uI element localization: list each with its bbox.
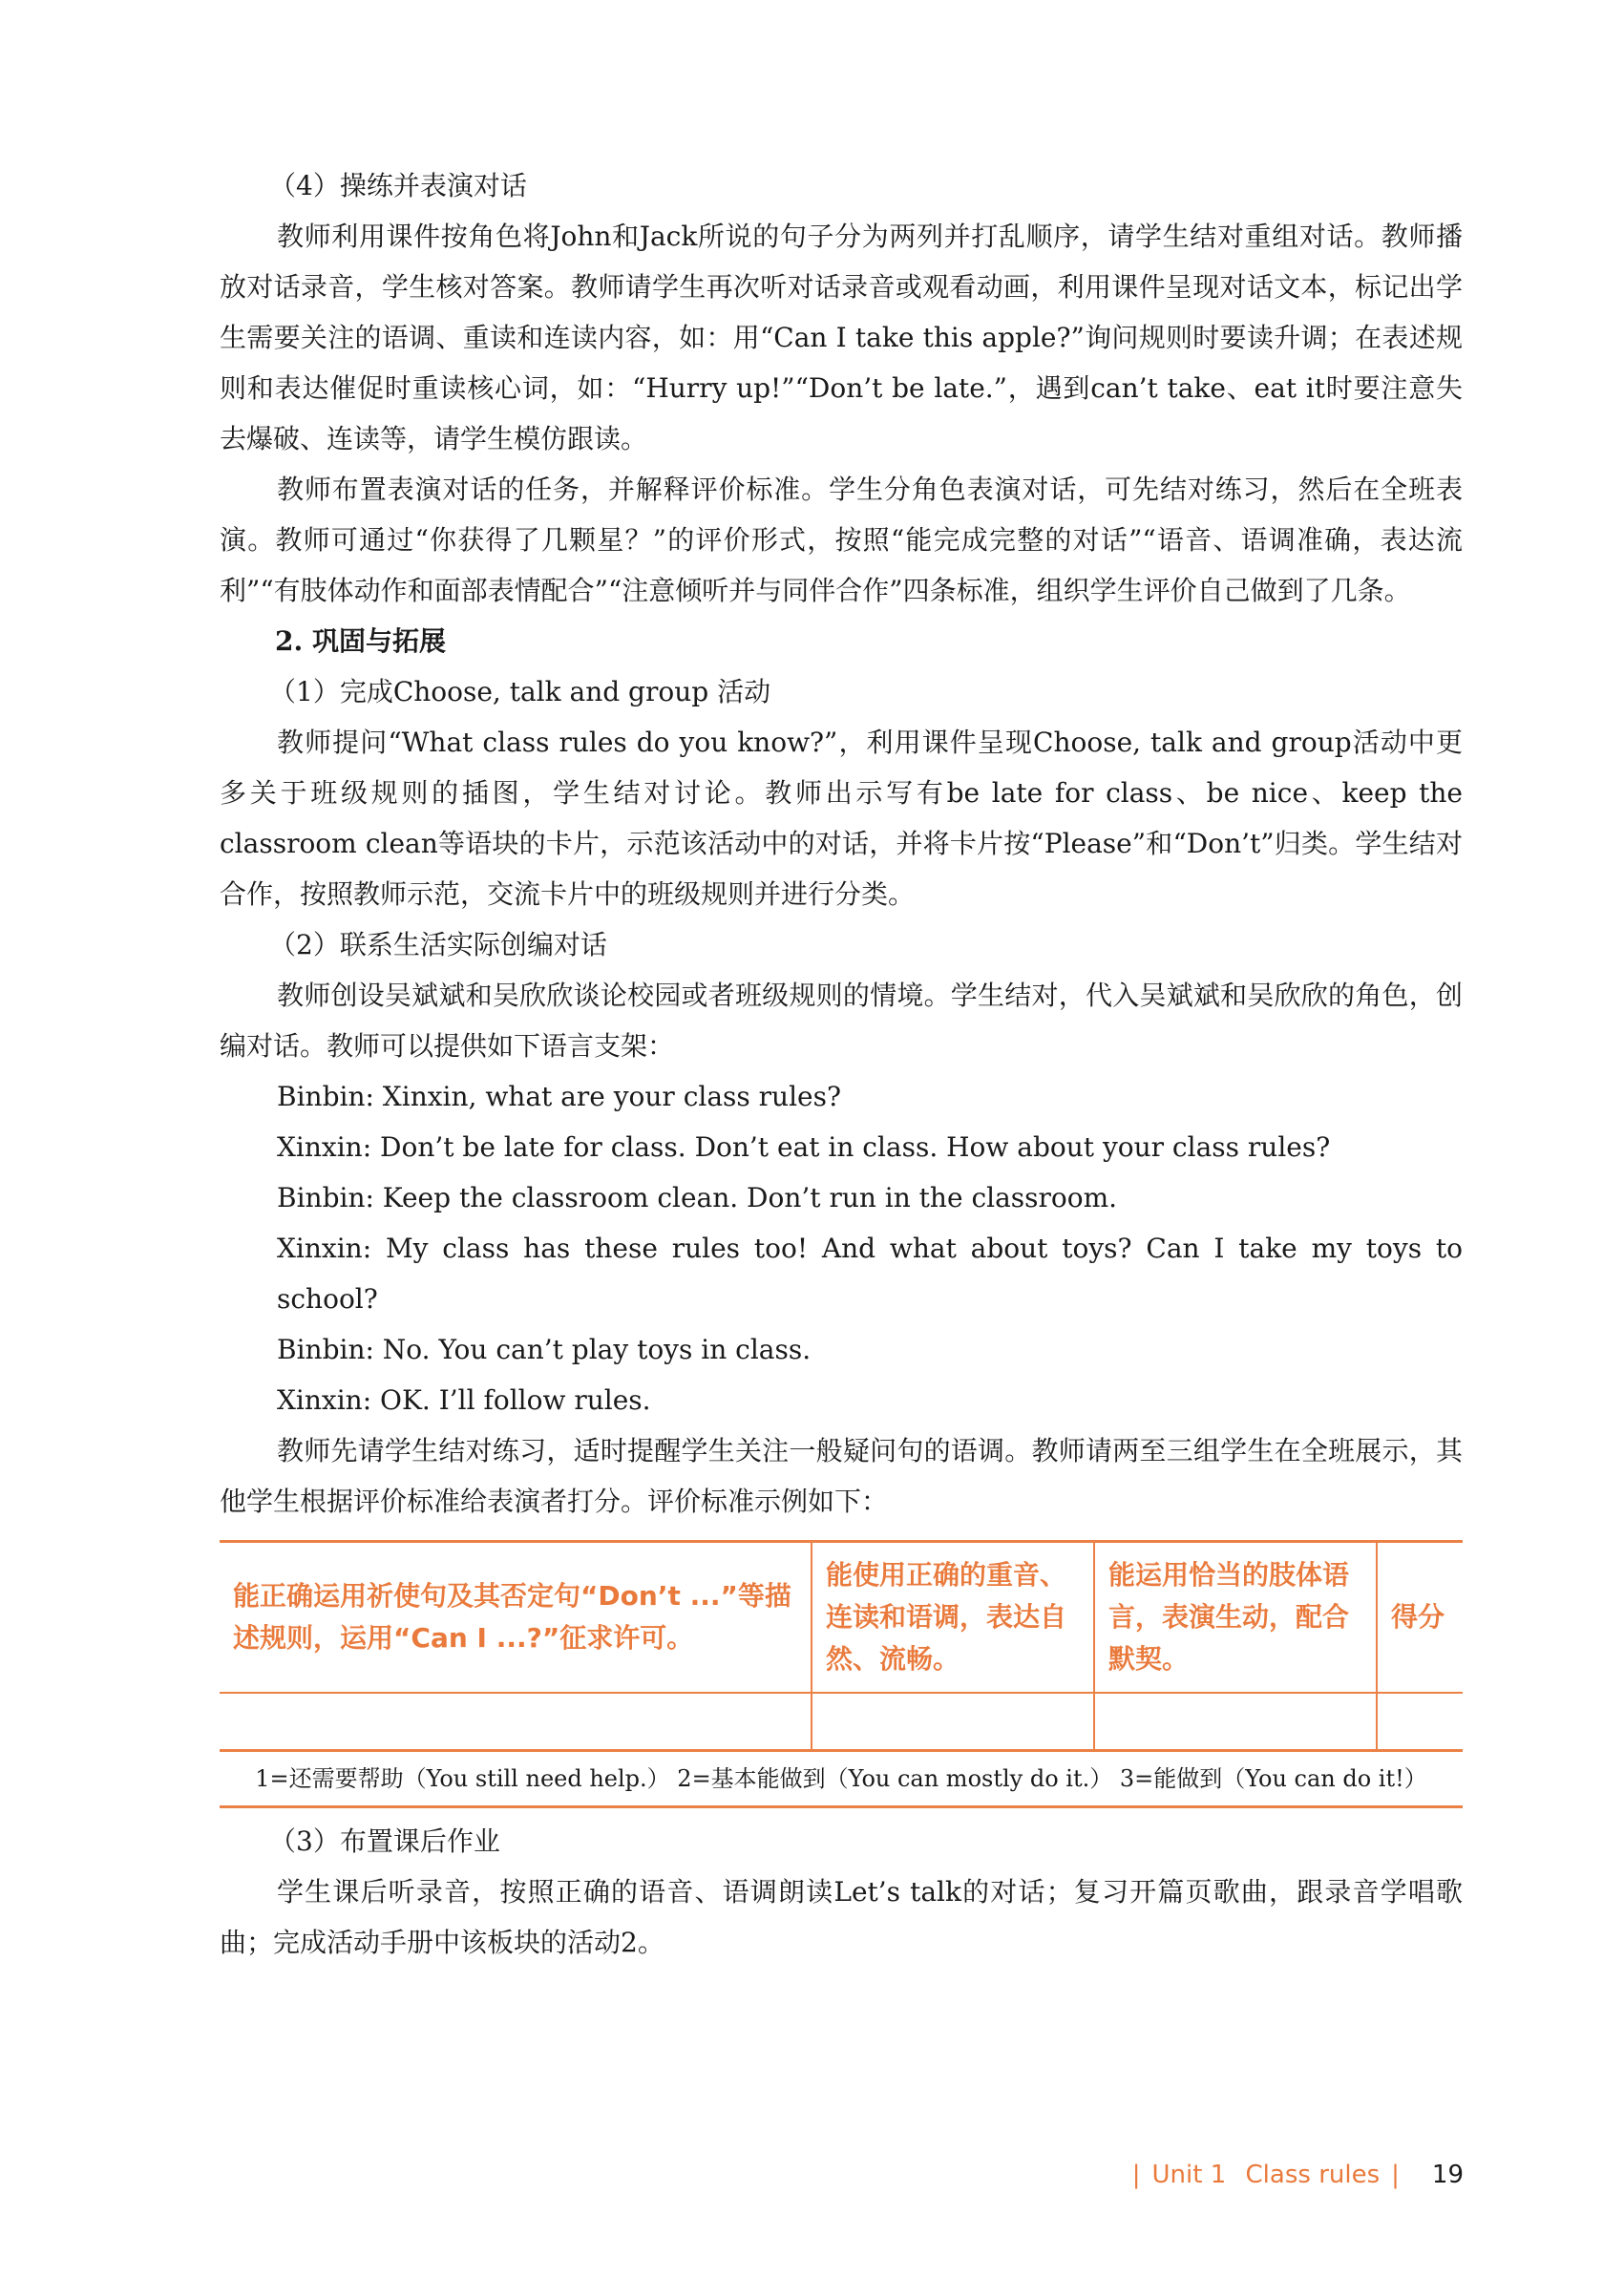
rubric-cell bbox=[1377, 1693, 1463, 1751]
paragraph: 教师创设吴斌斌和吴欣欣谈论校园或者班级规则的情境。学生结对，代入吴斌斌和吴欣欣的角色，创编对话。教师可以提供如下语言支架： bbox=[220, 980, 1463, 1062]
rubric-header-row bbox=[220, 1542, 1463, 1694]
rubric-scale-legend: 1=还需要帮助（You still need help.） 2=基本能做到（You can mostly do it.） 3=能做到（You can do it!） bbox=[220, 1752, 1463, 1808]
rubric-cell bbox=[1094, 1693, 1377, 1751]
subsection-heading-practice: （4）操练并表演对话 bbox=[269, 170, 527, 201]
page-number: 19 bbox=[1431, 2161, 1464, 2189]
dialogue-line: Binbin: No. You can’t play toys in class. bbox=[277, 1334, 812, 1365]
rubric-score-row bbox=[220, 1693, 1463, 1751]
page-footer bbox=[1121, 2160, 1464, 2190]
rubric-score-header: 得分 bbox=[1377, 1542, 1463, 1694]
rubric-criterion-1: 能正确运用祈使句及其否定句“Don’t ...”等描述规则，运用“Can I ...?”征求许可。 bbox=[220, 1542, 812, 1694]
dialogue-block bbox=[220, 1071, 1463, 1425]
dialogue-line: Binbin: Xinxin, what are your class rules? bbox=[277, 1081, 841, 1112]
rubric-cell bbox=[812, 1693, 1094, 1751]
dialogue-line: Xinxin: OK. I’ll follow rules. bbox=[277, 1384, 651, 1416]
paragraph: 教师提问“What class rules do you know?”，利用课件呈现Choose, talk and group活动中更多关于班级规则的插图，学生结对讨论。教师出示写有be late for class、be nice、keep the classroom clean等语块的卡片，示范该活动中的对话，并将卡片按“Please”和“Don’t”归类。学生结对合作，按照教师示范，交流卡片中的班级规则并进行分类。 bbox=[220, 727, 1463, 910]
rubric-criterion-3: 能运用恰当的肢体语言，表演生动，配合默契。 bbox=[1094, 1542, 1377, 1694]
paragraph: 教师先请学生结对练习，适时提醒学生关注一般疑问句的语调。教师请两至三组学生在全班展示，其他学生根据评价标准给表演者打分。评价标准示例如下： bbox=[220, 1435, 1463, 1517]
paragraph: 教师利用课件按角色将John和Jack所说的句子分为两列并打乱顺序，请学生结对重组对话。教师播放对话录音，学生核对答案。教师请学生再次听对话录音或观看动画，利用课件呈现对话文本，标记出学生需要关注的语调、重读和连读内容，如：用“Can I take this apple?”询问规则时要读升调；在表述规则和表达催促时重读核心词，如：“Hurry up!”“Don’t be late.”，遇到can’t take、eat it时要注意失去爆破、连读等，请学生模仿跟读。 bbox=[220, 221, 1463, 454]
dialogue-line: Binbin: Keep the classroom clean. Don’t run in the classroom. bbox=[277, 1182, 1118, 1213]
footer-separator: | bbox=[1131, 2161, 1141, 2189]
paragraph: 教师布置表演对话的任务，并解释评价标准。学生分角色表演对话，可先结对练习，然后在全班表演。教师可通过“你获得了几颗星？”的评价形式，按照“能完成完整的对话”“语音、语调准确，表达流利”“有肢体动作和面部表情配合”“注意倾听并与同伴合作”四条标准，组织学生评价自己做到了几条。 bbox=[220, 474, 1463, 606]
dialogue-line: Xinxin: Don’t be late for class. Don’t eat in class. How about your class rules? bbox=[277, 1131, 1331, 1163]
footer-unit: Unit 1 bbox=[1151, 2161, 1227, 2189]
rubric-table-wrapper bbox=[220, 1540, 1463, 1808]
rubric-criterion-2: 能使用正确的重音、连读和语调，表达自然、流畅。 bbox=[812, 1542, 1094, 1694]
subsection-heading-homework: （3）布置课后作业 bbox=[269, 1825, 500, 1857]
paragraph: 学生课后听录音，按照正确的语音、语调朗读Let’s talk的对话；复习开篇页歌曲，跟录音学唱歌曲；完成活动手册中该板块的活动2。 bbox=[220, 1876, 1463, 1958]
dialogue-line: Xinxin: My class has these rules too! And what about toys? Can I take my toys to school? bbox=[277, 1233, 1463, 1315]
subsection-heading-create-dialogue: （2）联系生活实际创编对话 bbox=[269, 929, 607, 960]
footer-separator: | bbox=[1391, 2161, 1400, 2189]
rubric-cell bbox=[220, 1693, 812, 1751]
page-content bbox=[220, 160, 1463, 1968]
section-heading-consolidation: 2. 巩固与拓展 bbox=[275, 625, 446, 657]
footer-title: Class rules bbox=[1245, 2161, 1381, 2189]
subsection-heading-choose-talk: （1）完成Choose, talk and group 活动 bbox=[269, 676, 771, 707]
rubric-table bbox=[220, 1540, 1463, 1752]
